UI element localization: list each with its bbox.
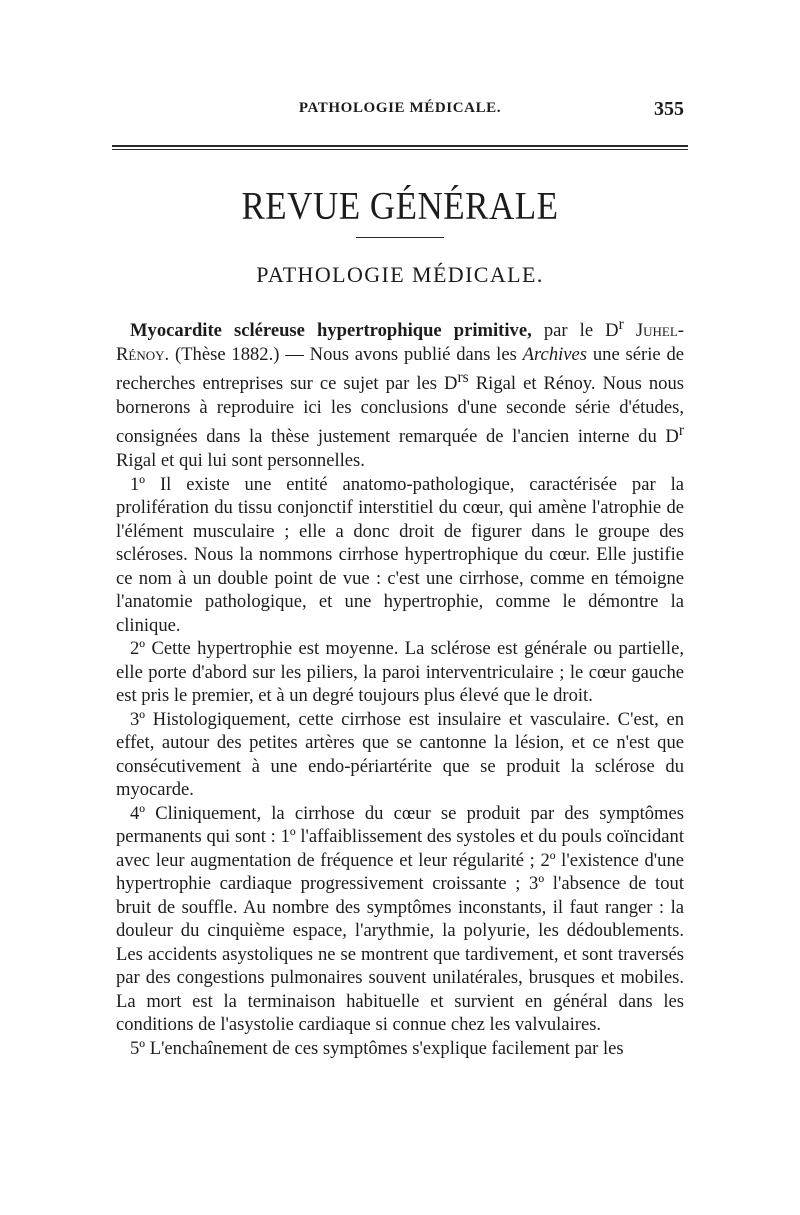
- article-lead-title: Myocardite scléreuse hypertrophique primitive,: [130, 320, 532, 342]
- journal-name: Archives: [522, 343, 588, 365]
- intro-sup-3: r: [678, 422, 684, 440]
- intro-text-4: Rigal et Rénoy. Nous nous bornerons à reproduire ici les conclusions d'une seconde série d'études, consignées dans la thèse justement remarquée de l'ancien interne du D: [116, 373, 684, 448]
- author-name: Juhel-Rénoy: [116, 320, 684, 365]
- running-head: [116, 100, 684, 124]
- intro-paragraph: [116, 313, 684, 473]
- paragraph-3: 3º Histologiquement, cette cirrhose est insulaire et vasculaire. C'est, en effet, autour des petites artères que se cantonne la lésion, et ce n'est que consécutivement à une endo-périartérite que se produit la sclérose du myocarde.: [116, 708, 684, 801]
- paragraph-1: 1º Il existe une entité anatomo-pathologique, caractérisée par la prolifération du tissu conjonctif interstitiel du cœur, qui amène l'atrophie de l'élément musculaire ; elle a donc droit de figurer dans le groupe des scléroses. Nous la nommons cirrhose hypertrophique du cœur. Elle justifie ce nom à un double point de vue : c'est une cirrhose, comme en témoigne l'anatomie pathologique, et une hypertrophie, comme le démontre la clinique.: [116, 473, 684, 636]
- intro-text-2: . (Thèse 1882.) — Nous avons publié dans les: [164, 343, 523, 365]
- paragraph-4: 4º Cliniquement, la cirrhose du cœur se produit par des symptômes permanents qui sont : 1º l'affaiblissement des systoles et du pouls coïncidant avec leur augmentation de fréquence et leur régularité ; 2º l'existence d'une hypertrophie cardiaque progressivement croissante ; 3º l'absence de tout bruit de souffle. Au nombre des symptômes inconstants, il faut ranger : la douleur du cinquième espace, l'arythmie, la polyurie, les dédoublements. Les accidents asystoliques ne se montrent que tardivement, et sont traversés par des congestions pulmonaires souvent unilatérales, brusques et mobiles. La mort est la terminaison habituelle et survient en général dans les conditions de l'asystolie cardiaque si connue chez les valvulaires.: [116, 802, 684, 1036]
- header-double-rule: [112, 145, 688, 150]
- section-title: REVUE GÉNÉRALE: [241, 184, 559, 228]
- subsection-title: PATHOLOGIE MÉDICALE.: [256, 262, 544, 287]
- running-title: PATHOLOGIE MÉDICALE.: [298, 100, 502, 116]
- intro-sup-1: r: [618, 316, 624, 333]
- page-number: 355: [654, 98, 684, 120]
- intro-text-5: Rigal et qui lui sont personnelles.: [116, 450, 365, 472]
- intro-sup-2: rs: [457, 369, 469, 387]
- paragraph-5: 5º L'enchaînement de ces symptômes s'explique facilement par les: [130, 1037, 624, 1059]
- title-divider: [356, 237, 444, 238]
- intro-text-1: par le D: [531, 320, 619, 342]
- intro-text-3: une série de recherches entreprises sur ce sujet par les D: [116, 343, 684, 395]
- article-body: [116, 313, 684, 1060]
- paragraph-2: 2º Cette hypertrophie est moyenne. La sclérose est générale ou partielle, elle porte d'abord sur les piliers, la paroi interventriculaire ; le cœur gauche est pris le premier, et à un degré toujours plus élevé que le droit.: [116, 638, 684, 707]
